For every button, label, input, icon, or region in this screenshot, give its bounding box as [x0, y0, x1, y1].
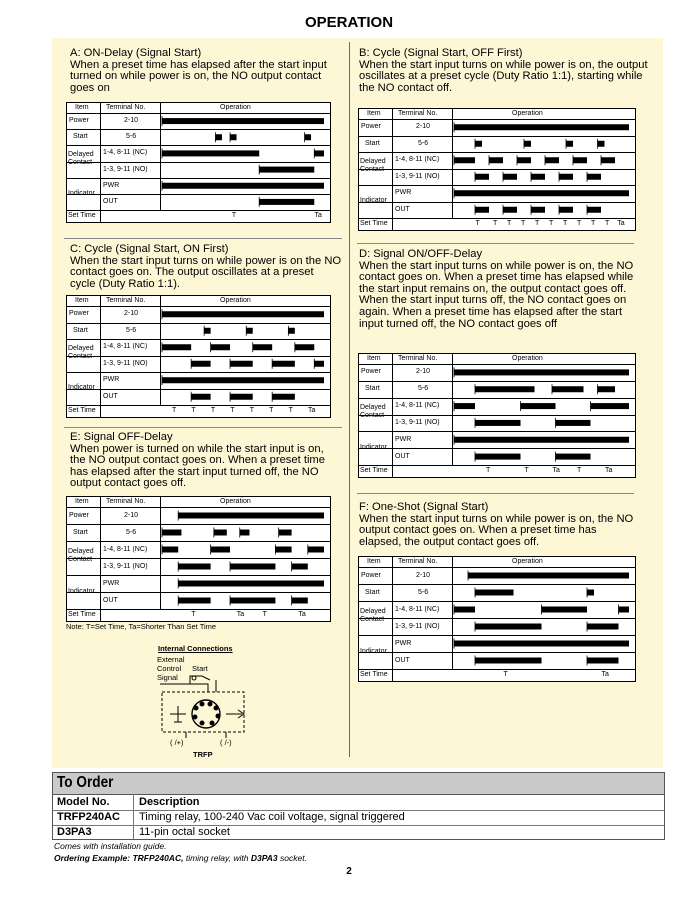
waveform-pulse — [475, 420, 521, 426]
timing-chart-a — [66, 102, 331, 223]
waveform — [67, 103, 330, 222]
header-item: Item — [75, 297, 89, 304]
row-delayed: Delayed — [360, 158, 386, 166]
waveform-pulse — [253, 344, 272, 350]
terminal-start: 5-6 — [418, 588, 429, 596]
row-start: Start — [73, 326, 88, 334]
waveform-pulse — [272, 361, 295, 367]
divider-d-f — [357, 493, 634, 494]
waveform-pulse — [573, 157, 587, 163]
waveform-pulse — [259, 199, 314, 205]
set-time-note: Note: T=Set Time, Ta=Shorter Than Set Time — [66, 622, 217, 631]
set-time-marker: Ta — [605, 467, 613, 474]
waveform-pulse — [230, 361, 253, 367]
page-title: OPERATION — [304, 14, 394, 31]
order-model: TRFP240AC — [57, 811, 120, 823]
divider-a-c — [64, 238, 342, 239]
set-time-marker: T — [577, 220, 582, 227]
set-time-marker: T — [191, 407, 196, 414]
waveform-pulse — [295, 344, 314, 350]
set-time-marker: T — [288, 407, 293, 414]
waveform-pulse — [454, 124, 629, 130]
header-item: Item — [367, 110, 381, 117]
terminal-no: 1-3, 9-11 (NO) — [103, 359, 148, 367]
waveform — [359, 354, 635, 477]
section-e-description: When power is turned on while the start input is on, the NO output contact goes on. When a preset time has elapsed after the start input turned off, the NO output contact goes off. — [70, 442, 325, 490]
label-control: Control — [157, 664, 182, 673]
waveform-pulse — [454, 607, 475, 613]
row-indicator: Indicator — [68, 384, 95, 392]
waveform-pulse — [288, 328, 294, 334]
header-item: Item — [367, 558, 381, 565]
row-start: Start — [73, 528, 88, 536]
col-description: Description — [139, 796, 200, 808]
waveform-pulse — [475, 590, 514, 596]
page-number: 2 — [346, 866, 352, 877]
set-time-marker: Ta — [236, 611, 245, 618]
set-time-marker: T — [503, 671, 508, 678]
row-contact: Contact — [68, 159, 93, 167]
row-contact: Contact — [68, 555, 93, 563]
row-delayed: Delayed — [360, 404, 386, 412]
header-operation: Operation — [512, 355, 543, 362]
section-d — [359, 249, 637, 330]
waveform-pulse — [531, 174, 545, 180]
row-delayed: Delayed — [68, 151, 94, 159]
label-external: External — [157, 655, 185, 664]
terminal-pwr: PWR — [395, 189, 412, 197]
waveform — [359, 109, 635, 230]
header-terminal: Terminal No. — [398, 558, 438, 565]
waveform-pulse — [503, 174, 517, 180]
terminal-no: 1-3, 9-11 (NO) — [395, 622, 440, 630]
waveform-pulse — [531, 207, 545, 213]
waveform-pulse — [454, 157, 475, 163]
footnote-example — [54, 853, 307, 863]
set-time-marker: Ta — [601, 671, 609, 678]
header-terminal: Terminal No. — [106, 297, 146, 304]
terminal-pwr: PWR — [103, 181, 120, 189]
waveform-pulse — [230, 564, 275, 570]
section-b-description: When the start input turns on while power is on, the output oscillates at a preset cycle (Duty Ratio 1:1), starting while the NO contact off. — [359, 58, 648, 94]
terminal-no: 1-3, 9-11 (NO) — [103, 562, 148, 570]
terminal-no: 1-3, 9-11 (NO) — [103, 165, 148, 173]
terminal-no: 1-3, 9-11 (NO) — [395, 418, 440, 426]
terminal-pwr: PWR — [103, 579, 120, 587]
section-c — [70, 244, 342, 290]
waveform-pulse — [214, 530, 227, 536]
terminal-pwr: PWR — [103, 376, 120, 384]
timing-chart-b — [358, 108, 636, 231]
waveform-pulse — [178, 513, 324, 519]
waveform-pulse — [454, 369, 629, 375]
row-contact: Contact — [360, 615, 385, 623]
waveform-pulse — [521, 403, 556, 409]
terminal-start: 5-6 — [126, 133, 137, 141]
terminal-pwr: PWR — [395, 639, 412, 647]
section-a-description: When a preset time has elapsed after the start input turned on while power is on, the NO output contact goes on — [70, 58, 327, 94]
waveform-pulse — [454, 403, 475, 409]
header-operation: Operation — [220, 104, 251, 111]
row-power: Power — [69, 117, 89, 125]
waveform-pulse — [587, 624, 619, 630]
waveform-pulse — [211, 344, 230, 350]
set-time-marker: T — [605, 220, 610, 227]
label-minus: ( /-) — [220, 738, 232, 747]
set-time-marker: T — [563, 220, 568, 227]
waveform-pulse — [598, 141, 605, 147]
row-set-time: Set Time — [68, 611, 96, 618]
waveform-pulse — [162, 377, 324, 383]
row-power: Power — [69, 511, 89, 519]
section-b — [359, 48, 649, 94]
waveform-pulse — [475, 141, 482, 147]
col-model: Model No. — [57, 796, 110, 808]
waveform-pulse — [475, 624, 542, 630]
order-model: D3PA3 — [57, 826, 92, 838]
section-e-heading: E: Signal OFF-Delay — [70, 431, 173, 443]
waveform-pulse — [566, 141, 573, 147]
waveform-pulse — [275, 547, 291, 553]
terminal-out: OUT — [395, 656, 410, 664]
waveform — [67, 497, 330, 621]
divider-c-e — [64, 427, 342, 428]
row-contact: Contact — [360, 412, 385, 420]
header-terminal: Terminal No. — [398, 355, 438, 362]
waveform-pulse — [259, 167, 314, 173]
set-time-marker: T — [549, 220, 554, 227]
waveform-pulse — [292, 598, 308, 604]
waveform-pulse — [305, 134, 311, 140]
order-header — [53, 773, 664, 795]
set-time-marker: Ta — [314, 212, 322, 219]
waveform-pulse — [162, 150, 259, 156]
order-title: To Order — [57, 774, 114, 791]
waveform-pulse — [598, 386, 616, 392]
set-time-marker: T — [262, 611, 267, 618]
waveform-pulse — [454, 437, 629, 443]
waveform-pulse — [556, 420, 591, 426]
waveform — [67, 296, 330, 417]
row-power: Power — [361, 571, 381, 579]
row-indicator: Indicator — [360, 197, 387, 205]
terminal-no: 1-3, 9-11 (NO) — [395, 172, 440, 180]
waveform-pulse — [246, 328, 252, 334]
waveform-pulse — [542, 607, 588, 613]
row-contact: Contact — [68, 353, 93, 361]
waveform-pulse — [230, 134, 236, 140]
terminal-power: 2-10 — [124, 511, 139, 519]
row-set-time: Set Time — [68, 407, 96, 414]
waveform-pulse — [475, 207, 489, 213]
terminal-nc: 1-4, 8-11 (NC) — [103, 343, 148, 351]
waveform-pulse — [314, 150, 324, 156]
internal-connections-diagram — [150, 672, 260, 742]
row-power: Power — [361, 123, 381, 131]
internal-connections-title: Internal Connections — [158, 644, 233, 653]
set-time-marker: Ta — [617, 220, 625, 227]
waveform-pulse — [240, 530, 250, 536]
waveform-pulse — [559, 174, 573, 180]
waveform-pulse — [475, 386, 535, 392]
label-start: Start — [192, 664, 208, 673]
header-operation: Operation — [512, 558, 543, 565]
section-b-heading: B: Cycle (Signal Start, OFF First) — [359, 47, 523, 59]
waveform-pulse — [272, 394, 295, 400]
waveform-pulse — [314, 361, 324, 367]
terminal-nc: 1-4, 8-11 (NC) — [395, 605, 440, 613]
waveform-pulse — [162, 530, 181, 536]
label-device: TRFP — [193, 750, 213, 759]
row-start: Start — [365, 385, 380, 393]
set-time-marker: T — [493, 220, 498, 227]
terminal-out: OUT — [103, 392, 118, 400]
waveform-pulse — [292, 564, 308, 570]
waveform-pulse — [489, 157, 503, 163]
header-terminal: Terminal No. — [106, 498, 146, 505]
footnote-model: TRFP240AC, — [132, 853, 184, 863]
footnote-socket: D3PA3 — [250, 853, 278, 863]
waveform-pulse — [475, 174, 489, 180]
set-time-marker: T — [475, 220, 480, 227]
waveform-pulse — [162, 183, 324, 189]
waveform-pulse — [517, 157, 531, 163]
waveform-pulse — [162, 118, 324, 124]
waveform-pulse — [279, 530, 292, 536]
header-item: Item — [367, 355, 381, 362]
waveform-pulse — [503, 207, 517, 213]
row-power: Power — [361, 368, 381, 376]
row-indicator: Indicator — [360, 443, 387, 451]
header-operation: Operation — [220, 297, 251, 304]
waveform-pulse — [601, 157, 615, 163]
header-item: Item — [75, 498, 89, 505]
waveform-pulse — [178, 564, 210, 570]
row-set-time: Set Time — [68, 212, 96, 219]
row-indicator: Indicator — [68, 587, 95, 595]
section-d-description: When the start input turns on while power is on, the NO contact goes on. When a preset time has elapsed while the start input remains on, the output contact goes off. When the start input turns off, the NO contact goes on again. When a preset time has elapsed after the start input turned off, the NO contact goes off — [359, 259, 634, 330]
set-time-marker: T — [191, 611, 196, 618]
terminal-out: OUT — [103, 197, 118, 205]
waveform-pulse — [587, 658, 619, 664]
order-row — [53, 810, 664, 826]
set-time-marker: T — [231, 212, 237, 219]
set-time-marker: T — [577, 467, 582, 474]
row-start: Start — [365, 139, 380, 147]
waveform-pulse — [587, 174, 601, 180]
terminal-start: 5-6 — [418, 139, 429, 147]
divider-b-d — [357, 243, 634, 244]
row-start: Start — [73, 133, 88, 141]
timing-chart-f — [358, 556, 636, 682]
footnote-label: Ordering Example: — [54, 853, 131, 863]
section-a — [70, 48, 342, 94]
terminal-nc: 1-4, 8-11 (NC) — [395, 402, 440, 410]
waveform-pulse — [587, 590, 594, 596]
label-signal: Signal — [157, 673, 178, 682]
row-set-time: Set Time — [360, 467, 388, 474]
waveform-pulse — [191, 361, 210, 367]
waveform-pulse — [178, 581, 324, 587]
terminal-power: 2-10 — [416, 571, 431, 579]
waveform-pulse — [468, 573, 629, 579]
row-set-time: Set Time — [360, 220, 388, 227]
waveform-pulse — [559, 207, 573, 213]
set-time-marker: T — [535, 220, 540, 227]
waveform-pulse — [475, 454, 521, 460]
label-plus: ( /+) — [170, 738, 184, 747]
header-terminal: Terminal No. — [398, 110, 438, 117]
timing-chart-e — [66, 496, 331, 622]
timing-chart-d — [358, 353, 636, 478]
order-row — [53, 825, 664, 840]
waveform-pulse — [545, 157, 559, 163]
waveform-pulse — [454, 190, 629, 196]
terminal-out: OUT — [395, 452, 410, 460]
terminal-out: OUT — [103, 596, 118, 604]
set-time-marker: T — [230, 407, 235, 414]
section-f-heading: F: One-Shot (Signal Start) — [359, 501, 489, 513]
waveform-pulse — [162, 311, 324, 317]
section-f-description: When the start input turns on while power is on, the NO output contact goes on. When a preset time has elapsed, the output contact goes off. — [359, 512, 634, 548]
waveform-pulse — [475, 658, 542, 664]
terminal-nc: 1-4, 8-11 (NC) — [395, 156, 440, 164]
order-description: Timing relay, 100-240 Vac coil voltage, signal triggered — [139, 811, 405, 823]
terminal-power: 2-10 — [124, 117, 139, 125]
waveform-pulse — [162, 547, 178, 553]
waveform-pulse — [619, 607, 630, 613]
waveform-pulse — [587, 207, 601, 213]
waveform-pulse — [204, 328, 210, 334]
terminal-nc: 1-4, 8-11 (NC) — [103, 545, 148, 553]
waveform-pulse — [308, 547, 324, 553]
terminal-start: 5-6 — [126, 326, 137, 334]
timing-chart-c — [66, 295, 331, 418]
set-time-marker: T — [486, 467, 491, 474]
header-operation: Operation — [220, 498, 251, 505]
set-time-marker: T — [524, 467, 529, 474]
set-time-marker: T — [521, 220, 526, 227]
row-delayed: Delayed — [360, 607, 386, 615]
waveform-pulse — [556, 454, 591, 460]
row-delayed: Delayed — [68, 547, 94, 555]
header-item: Item — [75, 104, 89, 111]
terminal-start: 5-6 — [126, 528, 137, 536]
waveform-pulse — [230, 598, 275, 604]
waveform-pulse — [454, 641, 629, 647]
set-time-marker: T — [507, 220, 512, 227]
set-time-marker: T — [591, 220, 596, 227]
waveform-pulse — [230, 394, 253, 400]
terminal-power: 2-10 — [124, 310, 139, 318]
terminal-nc: 1-4, 8-11 (NC) — [103, 149, 148, 157]
waveform-pulse — [191, 394, 210, 400]
set-time-marker: Ta — [298, 611, 306, 618]
section-f — [359, 502, 637, 548]
column-divider — [349, 42, 350, 757]
section-c-heading: C: Cycle (Signal Start, ON First) — [70, 243, 229, 255]
waveform-pulse — [162, 344, 191, 350]
row-start: Start — [365, 588, 380, 596]
row-power: Power — [69, 310, 89, 318]
section-e — [70, 432, 342, 490]
waveform — [359, 557, 635, 681]
order-column-headers — [53, 795, 664, 811]
terminal-out: OUT — [395, 205, 410, 213]
set-time-marker: T — [269, 407, 274, 414]
set-time-marker: T — [210, 407, 216, 414]
waveform-pulse — [215, 134, 221, 140]
waveform-pulse — [178, 598, 210, 604]
order-column-divider — [133, 794, 134, 839]
terminal-pwr: PWR — [395, 435, 412, 443]
footnote-mid: timing relay, with — [185, 853, 249, 863]
set-time-marker: Ta — [308, 407, 316, 414]
footnote-guide: Comes with installation guide. — [54, 841, 167, 851]
set-time-marker: T — [249, 407, 254, 414]
terminal-power: 2-10 — [416, 368, 431, 376]
terminal-power: 2-10 — [416, 123, 431, 131]
footnote-end: socket. — [280, 853, 307, 863]
section-a-heading: A: ON-Delay (Signal Start) — [70, 47, 202, 59]
waveform-pulse — [552, 386, 584, 392]
row-contact: Contact — [360, 166, 385, 174]
terminal-start: 5-6 — [418, 385, 429, 393]
section-d-heading: D: Signal ON/OFF-Delay — [359, 248, 483, 260]
header-operation: Operation — [512, 110, 543, 117]
set-time-marker: T — [171, 407, 177, 414]
section-c-description: When the start input turns on while power is on the NO contact goes on. The output oscillates at a preset cycle (Duty Ratio 1:1). — [70, 254, 342, 290]
order-table — [52, 772, 665, 840]
waveform-pulse — [524, 141, 531, 147]
row-indicator: Indicator — [68, 189, 95, 197]
waveform-pulse — [211, 547, 230, 553]
row-delayed: Delayed — [68, 345, 94, 353]
order-description: 11-pin octal socket — [139, 826, 230, 838]
header-terminal: Terminal No. — [106, 104, 146, 111]
row-indicator: Indicator — [360, 647, 387, 655]
waveform-pulse — [591, 403, 630, 409]
row-set-time: Set Time — [360, 671, 388, 678]
set-time-marker: Ta — [552, 467, 560, 474]
